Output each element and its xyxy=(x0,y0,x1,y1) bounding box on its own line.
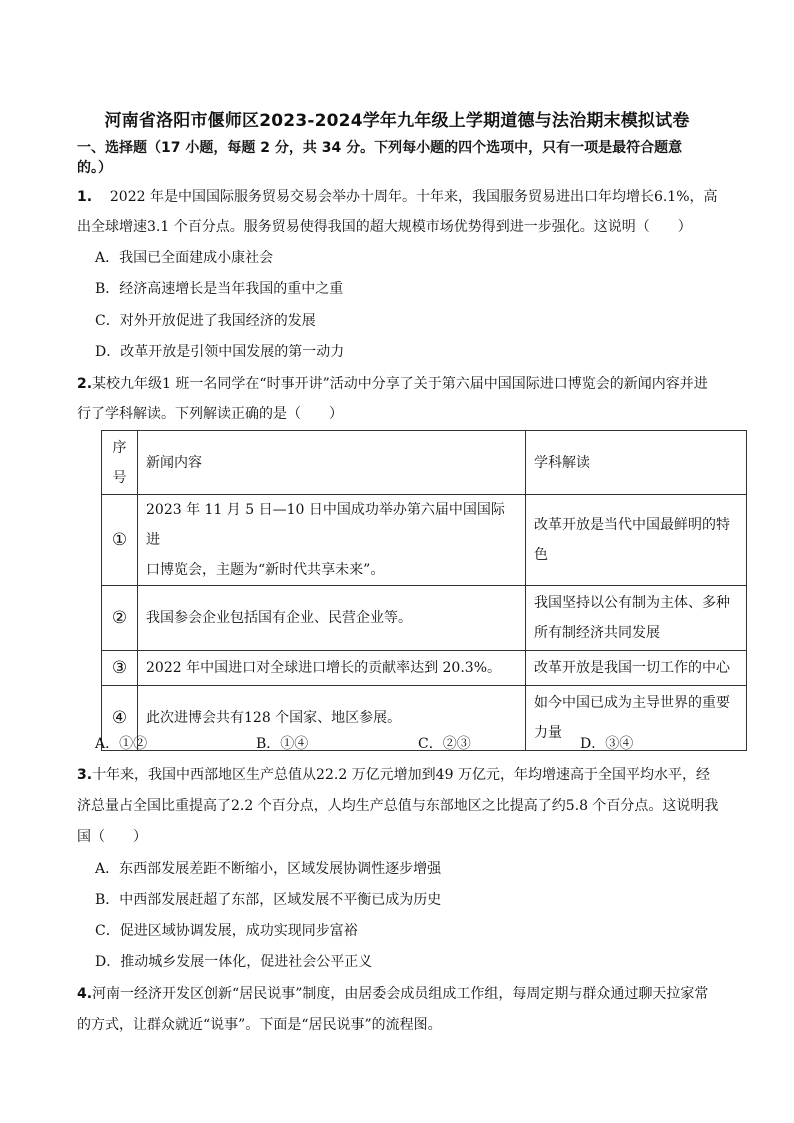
table-header-row xyxy=(102,431,747,495)
cell-text: 力量 xyxy=(534,725,562,741)
question-number: 4. xyxy=(77,986,93,1002)
question-3-option-c[interactable]: C．促进区域协调发展，成功实现同步富裕 xyxy=(95,923,358,939)
question-4-stem-line: 的方式，让群众就近“说事”。下面是“居民说事”的流程图。 xyxy=(77,1017,442,1033)
table-row xyxy=(102,586,747,651)
question-1-option-a[interactable]: A．我国已全面建成小康社会 xyxy=(95,250,274,266)
stem-text: 河南一经济开发区创新“居民说事”制度，由居委会成员组成工作组，每周定期与群众通过聊天拉家常 xyxy=(92,986,709,1002)
question-1-stem-line: 出全球增速3.1 个百分点。服务贸易使得我国的超大规模市场优势得到进一步强化。这说明（ ） xyxy=(77,219,692,235)
question-number: 1. xyxy=(77,189,93,205)
header-cell-reading: 学科解读 xyxy=(526,431,747,495)
stem-text: 十年来，我国中西部地区生产总值从22.2 万亿元增加到49 万亿元，年均增速高于全国平均水平，经 xyxy=(92,767,710,783)
header-cell-number xyxy=(102,431,138,495)
question-3-stem-line xyxy=(77,765,710,785)
question-2-stem-line xyxy=(77,374,708,394)
question-1-option-b[interactable]: B．经济高速增长是当年我国的重中之重 xyxy=(95,281,344,297)
question-1-option-c[interactable]: C．对外开放促进了我国经济的发展 xyxy=(95,313,316,329)
question-2-option-d[interactable]: D．③④ xyxy=(580,736,634,752)
subject-reading-cell: 改革开放是我国一切工作的中心 xyxy=(526,651,747,686)
subject-reading-cell xyxy=(526,586,747,651)
news-content-cell: 此次进博会共有128 个国家、地区参展。 xyxy=(138,686,526,751)
question-3-option-d[interactable]: D．推动城乡发展一体化，促进社会公平正义 xyxy=(95,954,373,970)
section-heading xyxy=(77,138,757,178)
news-table xyxy=(101,430,747,751)
question-2-option-c[interactable]: C．②③ xyxy=(418,736,471,752)
question-number: 2. xyxy=(77,376,93,392)
row-number: ② xyxy=(102,586,138,651)
header-text: 序 xyxy=(112,439,127,456)
question-1-option-d[interactable]: D．改革开放是引领中国发展的第一动力 xyxy=(95,344,345,360)
exam-title: 河南省洛阳市偃师区2023-2024学年九年级上学期道德与法治期末模拟试卷 xyxy=(104,111,690,131)
question-3-stem-line: 国（ ） xyxy=(77,829,147,845)
subject-reading-cell xyxy=(526,686,747,751)
question-3-option-a[interactable]: A．东西部发展差距不断缩小，区域发展协调性逐步增强 xyxy=(95,861,442,877)
news-content-cell: 我国参会企业包括国有企业、民营企业等。 xyxy=(138,586,526,651)
cell-text: 我国坚持以公有制为主体、多种 xyxy=(534,595,730,611)
question-2-option-b[interactable]: B．①④ xyxy=(256,736,309,752)
question-number: 3. xyxy=(77,767,93,783)
table-row xyxy=(102,651,747,686)
question-2-stem-line: 行了学科解读。下列解读正确的是（ ） xyxy=(77,406,343,422)
cell-text: 所有制经济共同发展 xyxy=(534,625,660,641)
section-heading-line: 一、选择题（17 小题，每题 2 分，共 34 分。下列每小题的四个选项中，只有一项是最符合题意 xyxy=(77,140,683,156)
cell-text: 色 xyxy=(534,547,548,563)
news-content-cell xyxy=(138,495,526,586)
question-4-stem-line xyxy=(77,984,708,1004)
cell-text: 2023 年 11 月 5 日—10 日中国成功举办第六届中国国际进 xyxy=(146,502,505,548)
stem-text: 某校九年级1 班一名同学在“时事开讲”活动中分享了关于第六届中国国际进口博览会的新闻内容并进 xyxy=(92,376,708,392)
subject-reading-cell xyxy=(526,495,747,586)
question-3-option-b[interactable]: B．中西部发展赶超了东部，区域发展不平衡已成为历史 xyxy=(95,892,442,908)
section-heading-line: 的。） xyxy=(77,160,112,176)
cell-text: 如今中国已成为主导世界的重要 xyxy=(534,695,730,711)
question-2-option-a[interactable]: A．①② xyxy=(95,736,148,752)
question-1-stem-line xyxy=(77,187,718,207)
header-text: 号 xyxy=(112,469,127,486)
cell-text: 口博览会，主题为“新时代共享未来”。 xyxy=(146,562,385,578)
row-number: ① xyxy=(102,495,138,586)
row-number: ③ xyxy=(102,651,138,686)
stem-text: 2022 年是中国国际服务贸易交易会举办十周年。十年来，我国服务贸易进出口年均增长6.1%，高 xyxy=(109,189,718,205)
header-cell-news: 新闻内容 xyxy=(138,431,526,495)
cell-text: 改革开放是当代中国最鲜明的特 xyxy=(534,517,730,533)
table-row xyxy=(102,495,747,586)
row-number: ④ xyxy=(102,686,138,751)
news-content-cell: 2022 年中国进口对全球进口增长的贡献率达到 20.3%。 xyxy=(138,651,526,686)
question-3-stem-line: 济总量占全国比重提高了2.2 个百分点，人均生产总值与东部地区之比提高了约5.8 个百分点。这说明我 xyxy=(77,798,719,814)
